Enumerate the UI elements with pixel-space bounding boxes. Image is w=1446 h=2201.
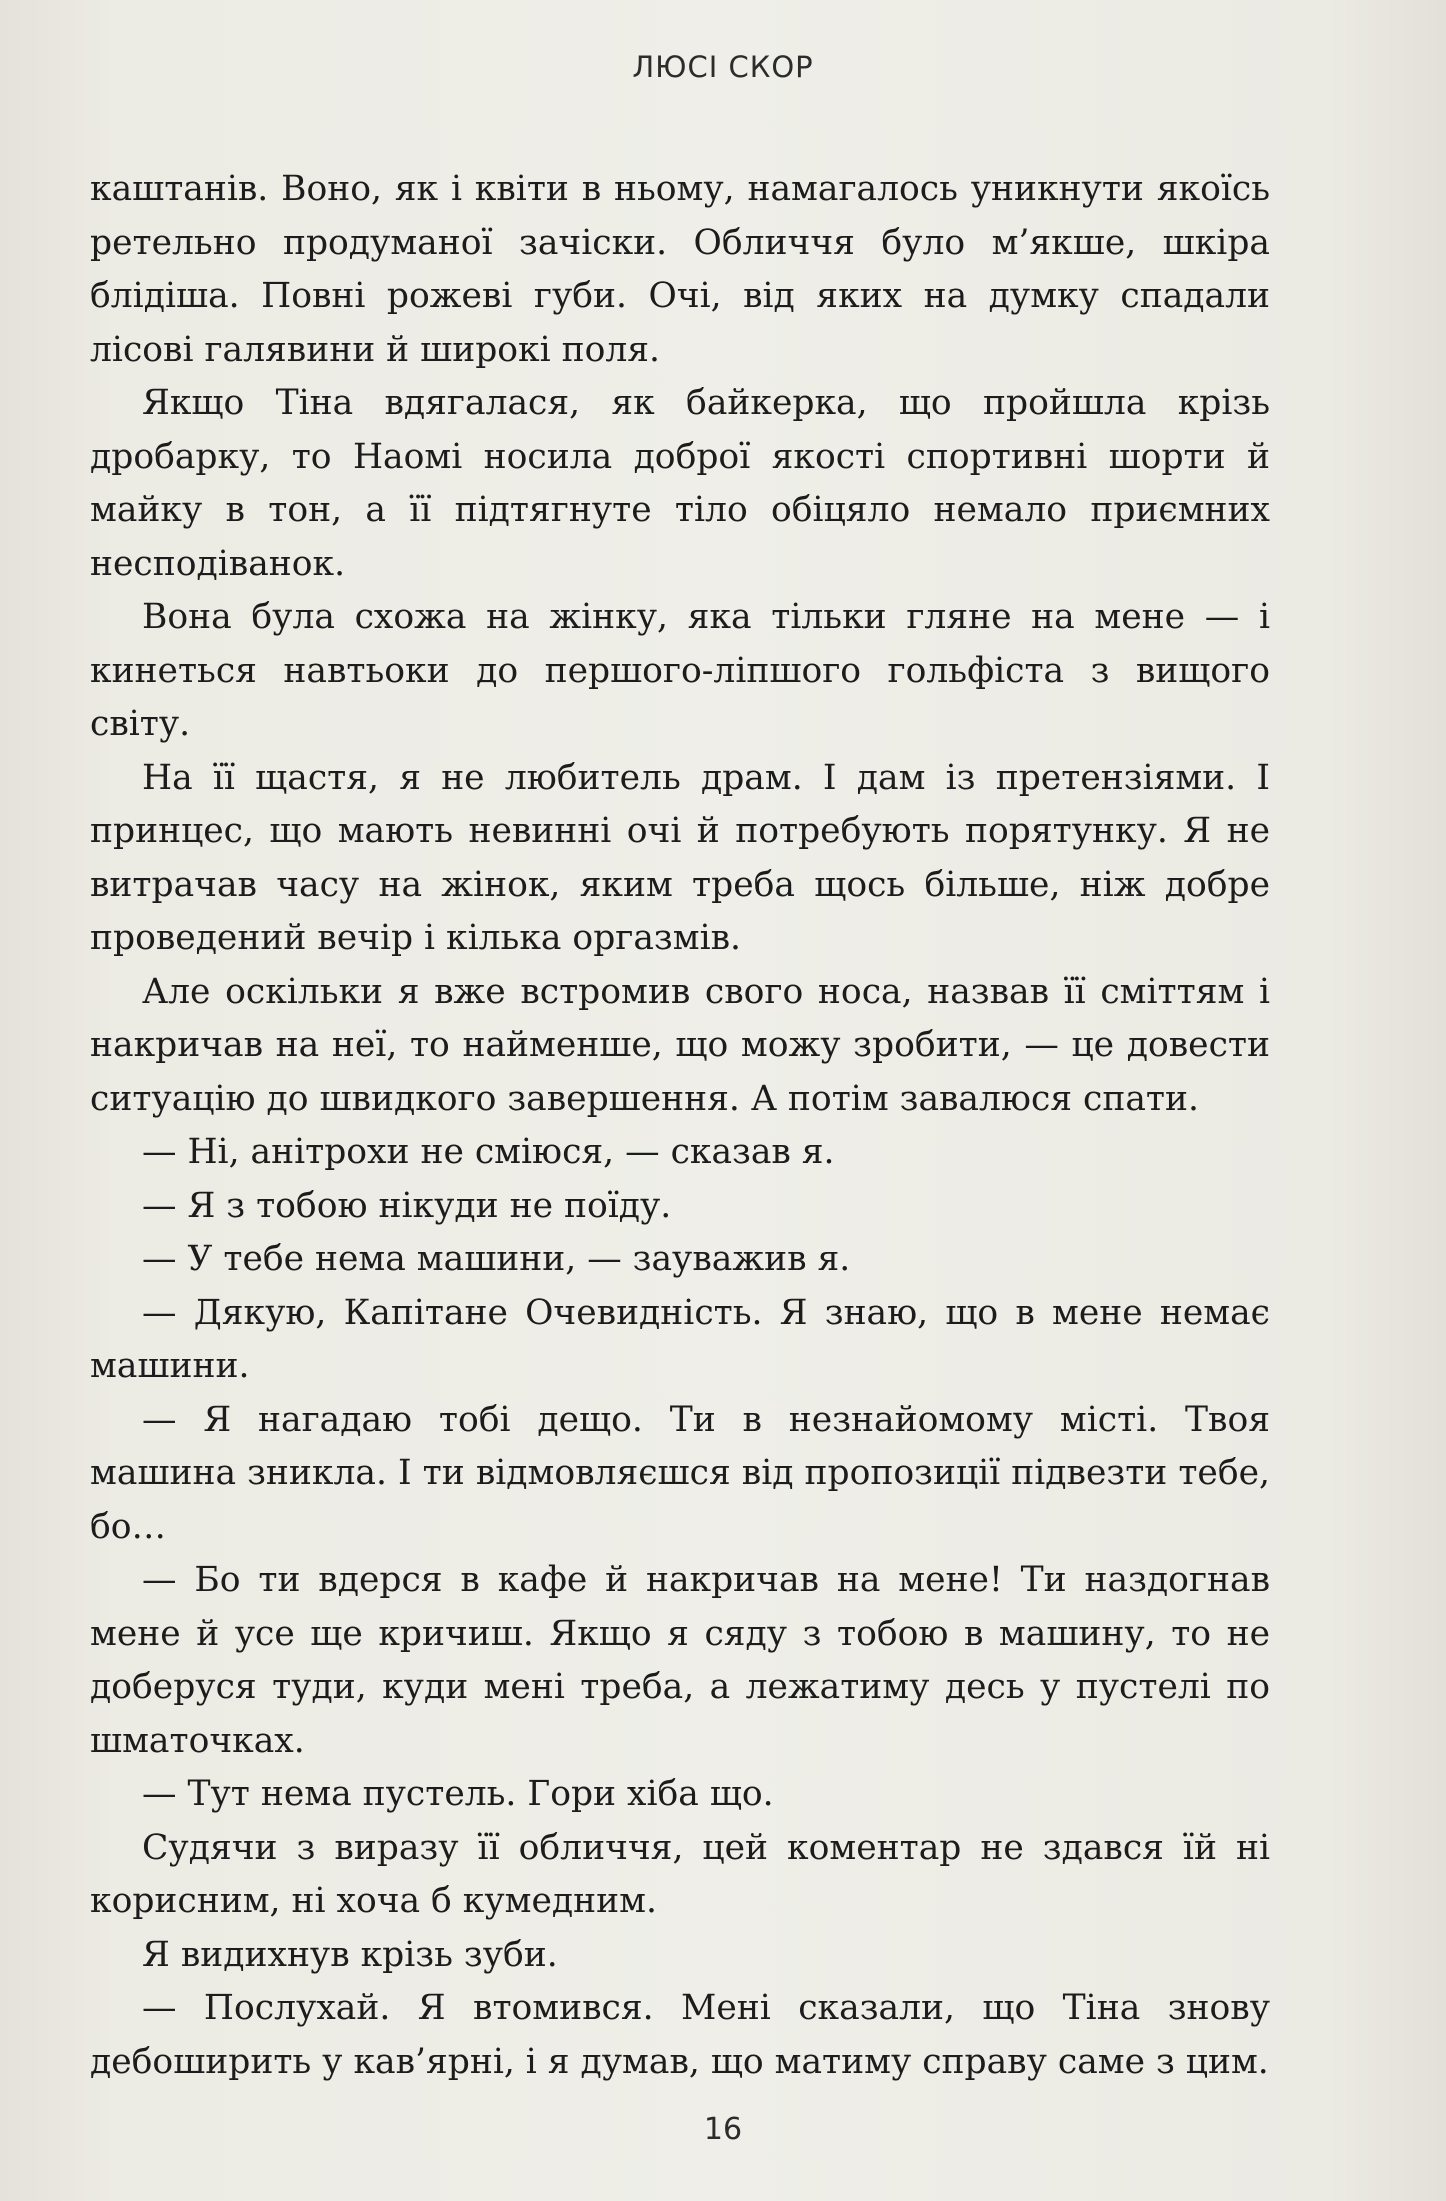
page-number: 16 — [703, 2112, 743, 2147]
dialogue-line: — Я з тобою нікуди не поїду. — [142, 1185, 672, 1226]
paragraph: На її щастя, я не любитель драм. І дам із претензіями. І принцес, що мають невинні очі й потребують порятунку. Я не витрачав часу на жінок, яким треба щось більше, ніж добре проведений вечір і кілька оргазмів. — [90, 757, 1270, 958]
paragraph: Якщо Тіна вдягалася, як байкерка, що пройшла крізь дробарку, то Наомі носила доброї якості спортивні шорти й майку в тон, а її підтягнуте тіло обіцяло немало приємних несподіванок. — [90, 383, 1270, 584]
body-text — [90, 163, 1270, 2089]
dialogue-line: — Ні, анітрохи не сміюся, — сказав я. — [142, 1132, 835, 1172]
dialogue-line: — У тебе нема машини, — зауважив я. — [142, 1239, 851, 1279]
running-head-author: ЛЮСІ СКОР — [632, 50, 814, 84]
paragraph: Судячи з виразу її обличчя, цей коментар не здався їй ні корисним, ні хоча б кумедним. — [90, 1827, 1270, 1921]
dialogue-line: — Дякую, Капітане Очевидність. Я знаю, що в мене немає машини. — [90, 1292, 1270, 1386]
paragraph: каштанів. Воно, як і квіти в ньому, намагалось уникнути якоїсь ретельно продуманої зачіски. Обличчя було м’якше, шкіра блідіша. Повні рожеві губи. Очі, від яких на думку спадали лісові галявини й широкі поля. — [90, 169, 1270, 370]
paragraph: Але оскільки я вже встромив свого носа, назвав її сміттям і накричав на неї, то найменше, що можу зробити, — це довести ситуацію до швидкого завершення. А потім завалюся спати. — [90, 971, 1270, 1119]
dialogue-line: — Послухай. Я втомився. Мені сказали, що Тіна знову дебоширить у кав’ярні, і я думав, що матиму справу саме з цим. — [90, 1988, 1270, 2082]
dialogue-line: — Тут нема пустель. Гори хіба що. — [142, 1774, 774, 1814]
dialogue-line: — Я нагадаю тобі дещо. Ти в незнайомому місті. Твоя машина зникла. І ти відмовляєшся від пропозиції підвезти тебе, бо… — [90, 1399, 1270, 1547]
dialogue-line: — Бо ти вдерся в кафе й накричав на мене! Ти наздогнав мене й усе ще кричиш. Якщо я сяду з тобою в машину, то не доберуся туди, куди мені треба, а лежатиму десь у пустелі по шматочках. — [90, 1560, 1270, 1761]
paragraph: Я видихнув крізь зуби. — [142, 1934, 558, 1975]
paragraph: Вона була схожа на жінку, яка тільки гляне на мене — і кинеться навтьоки до першого-ліпшого гольфіста з вищого світу. — [90, 597, 1270, 744]
